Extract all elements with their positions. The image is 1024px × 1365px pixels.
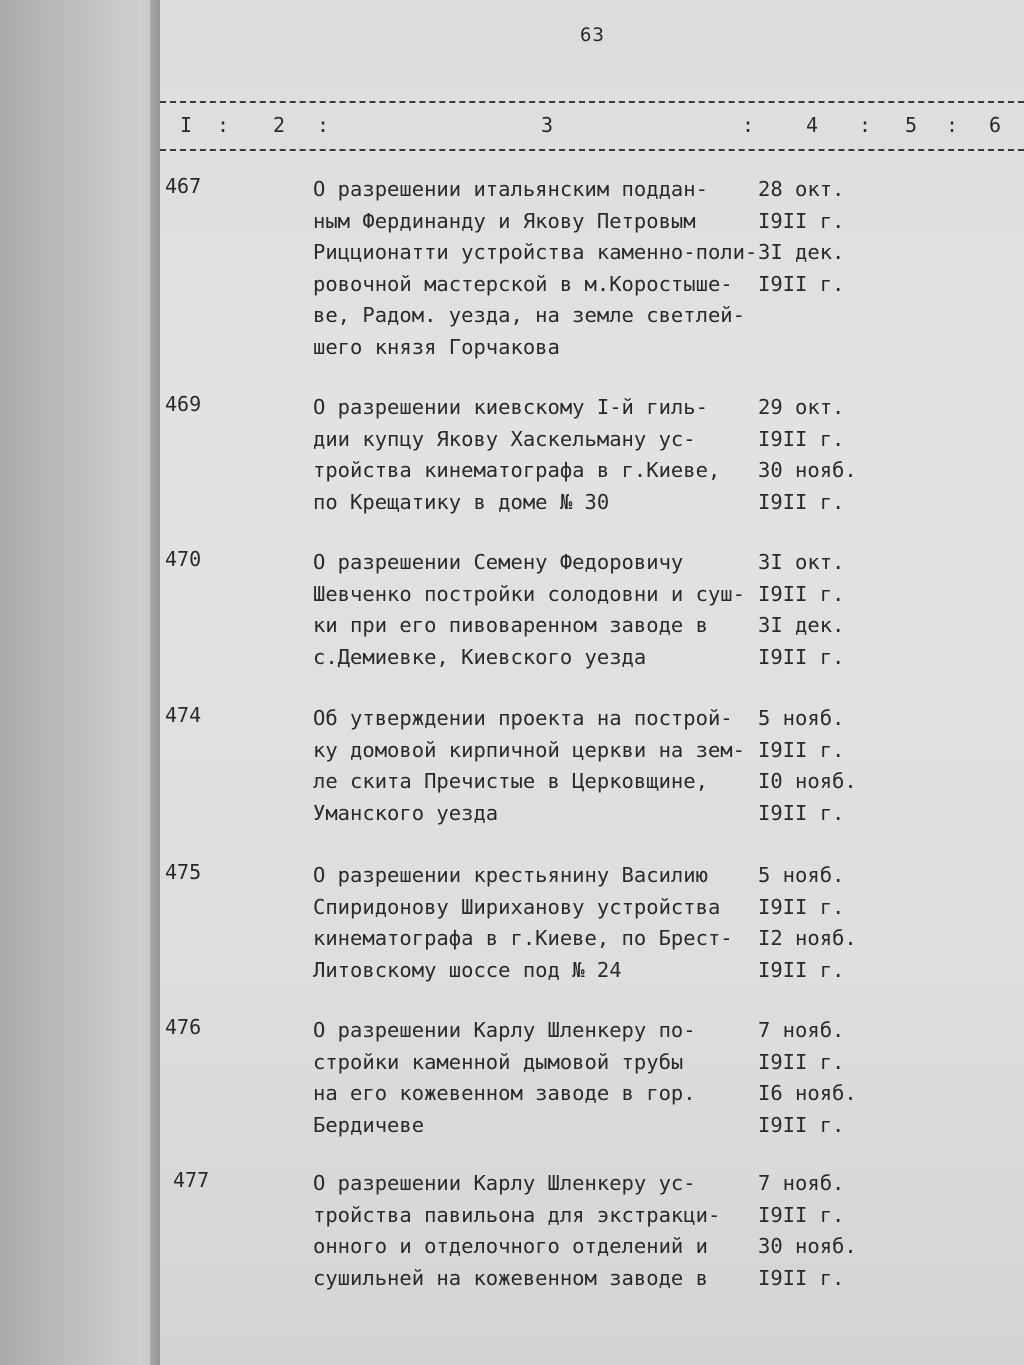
- record-description: [313, 703, 745, 829]
- record-dates: [758, 703, 857, 829]
- end-date: I6 нояб.: [758, 1081, 857, 1105]
- end-year: I9II г.: [758, 271, 845, 296]
- description-line: онного и отделочного отделений и: [313, 1234, 708, 1258]
- description-line: О разрешении Карлу Шленкеру ус-: [313, 1171, 696, 1195]
- end-date: I2 нояб.: [758, 926, 857, 950]
- record-description: [313, 1168, 720, 1294]
- description-line: ку домовой кирпичной церкви на зем-: [313, 737, 745, 762]
- description-line: тройства павильона для экстракци-: [313, 1202, 721, 1227]
- start-year: I9II г.: [758, 894, 845, 919]
- header-col-1: I: [180, 113, 193, 137]
- description-line: О разрешении Карлу Шленкеру по-: [313, 1018, 696, 1042]
- header-separator: :: [859, 113, 872, 137]
- start-date: 3I окт.: [758, 550, 845, 574]
- record-number: 477: [173, 1168, 210, 1192]
- end-year: I9II г.: [758, 957, 845, 982]
- record-description: [313, 547, 745, 673]
- description-line: ным Фердинанду и Якову Петровым: [313, 208, 696, 233]
- start-year: I9II г.: [758, 1049, 845, 1074]
- start-year: I9II г.: [758, 1202, 845, 1227]
- header-col-5: 5: [905, 113, 918, 137]
- description-line: О разрешении Семену Федоровичу: [313, 550, 684, 574]
- record-description: [313, 392, 720, 518]
- record-number: 474: [165, 703, 202, 727]
- record-number: 476: [165, 1015, 202, 1039]
- facing-page: [0, 0, 175, 1365]
- end-year: I9II г.: [758, 1112, 845, 1137]
- start-year: I9II г.: [758, 426, 845, 451]
- record-number: 467: [165, 174, 202, 198]
- record-dates: [758, 174, 844, 300]
- end-year: I9II г.: [758, 644, 845, 669]
- description-line: стройки каменной дымовой трубы: [313, 1049, 684, 1074]
- description-line: тройства кинематографа в г.Киеве,: [313, 458, 721, 482]
- description-line: Шевченко постройки солодовни и суш-: [313, 581, 745, 606]
- record-description: [313, 860, 733, 986]
- description-line: с.Демиевке, Киевского уезда: [313, 644, 647, 669]
- header-col-2: 2: [273, 113, 286, 137]
- record-dates: [758, 392, 857, 518]
- header-col-6: 6: [989, 113, 1002, 137]
- start-date: 29 окт.: [758, 395, 845, 419]
- description-line: Уманского уезда: [313, 800, 499, 825]
- record-dates: [758, 1015, 857, 1141]
- header-separator: :: [317, 113, 330, 137]
- start-year: I9II г.: [758, 737, 845, 762]
- description-line: по Крещатику в доме № 30: [313, 489, 610, 514]
- end-year: I9II г.: [758, 489, 845, 514]
- description-line: дии купцу Якову Хаскельману ус-: [313, 426, 696, 451]
- description-line: Спиридонову Шириханову устройства: [313, 894, 721, 919]
- description-line: Бердичеве: [313, 1112, 425, 1137]
- end-date: 30 нояб.: [758, 1234, 857, 1258]
- description-line: О разрешении крестьянину Василию: [313, 863, 708, 887]
- end-date: I0 нояб.: [758, 769, 857, 793]
- start-year: I9II г.: [758, 581, 845, 606]
- description-line: Литовскому шоссе под № 24: [313, 957, 622, 982]
- record-dates: [758, 860, 857, 986]
- record-dates: [758, 1168, 857, 1294]
- description-line: шего князя Горчакова: [313, 334, 560, 359]
- start-date: 7 нояб.: [758, 1018, 845, 1042]
- description-line: Рицционатти устройства каменно-поли-: [313, 240, 758, 264]
- header-col-3: 3: [541, 113, 554, 137]
- description-line: О разрешении итальянским поддан-: [313, 177, 708, 201]
- description-line: Об утверждении проекта на построй-: [313, 706, 733, 730]
- header-separator: :: [742, 113, 755, 137]
- description-line: ле скита Пречистые в Церковщине,: [313, 769, 708, 793]
- description-line: сушильней на кожевенном заводе в: [313, 1265, 708, 1290]
- description-line: ровочной мастерской в м.Коростыше-: [313, 271, 733, 296]
- record-description: [313, 1015, 696, 1141]
- page-number: 63: [580, 24, 605, 46]
- start-year: I9II г.: [758, 208, 845, 233]
- end-date: 3I дек.: [758, 240, 845, 264]
- start-date: 7 нояб.: [758, 1171, 845, 1195]
- record-number: 475: [165, 860, 202, 884]
- start-date: 5 нояб.: [758, 863, 845, 887]
- description-line: О разрешении киевскому I-й гиль-: [313, 395, 708, 419]
- header-separator: :: [946, 113, 959, 137]
- description-line: на его кожевенном заводе в гор.: [313, 1081, 696, 1105]
- start-date: 5 нояб.: [758, 706, 845, 730]
- end-year: I9II г.: [758, 800, 845, 825]
- column-header-row: [160, 101, 1024, 151]
- end-date: 3I дек.: [758, 613, 845, 637]
- record-dates: [758, 547, 844, 673]
- end-date: 30 нояб.: [758, 458, 857, 482]
- description-line: ки при его пивоваренном заводе в: [313, 613, 708, 637]
- header-col-4: 4: [806, 113, 819, 137]
- record-description: [313, 174, 757, 363]
- end-year: I9II г.: [758, 1265, 845, 1290]
- start-date: 28 окт.: [758, 177, 845, 201]
- description-line: кинематографа в г.Киеве, по Брест-: [313, 926, 733, 950]
- record-number: 470: [165, 547, 202, 571]
- description-line: ве, Радом. уезда, на земле светлей-: [313, 303, 745, 327]
- document-page: [160, 0, 1024, 1365]
- header-separator: :: [217, 113, 230, 137]
- record-number: 469: [165, 392, 202, 416]
